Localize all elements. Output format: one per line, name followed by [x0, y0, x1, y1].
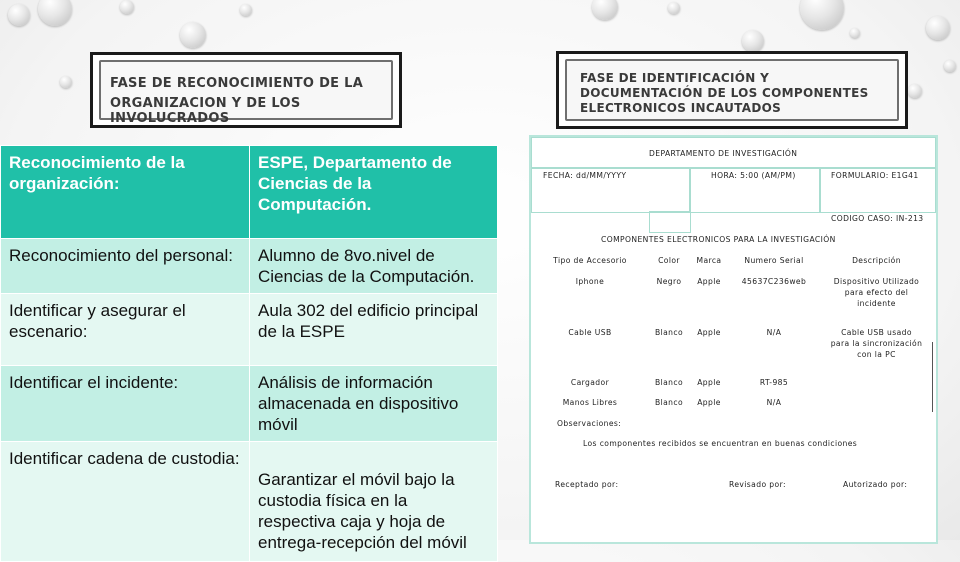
item-brand: Apple	[697, 328, 721, 337]
row-value: Garantizar el móvil bajo la custodia física en la respectiva caja y hoja de entrega-recepción del móvil	[250, 442, 498, 562]
decorative-bubble	[668, 2, 680, 14]
item-description: Cable USB usado	[841, 328, 912, 337]
item-brand: Apple	[697, 277, 721, 286]
department-title: DEPARTAMENTO DE INVESTIGACIÓN	[649, 149, 798, 158]
components-title: COMPONENTES ELECTRONICOS PARA LA INVESTIGACIÓN	[601, 235, 836, 244]
table-row	[1, 366, 498, 442]
right-title-line2: DOCUMENTACIÓN DE LOS COMPONENTES	[580, 86, 869, 100]
item-description: incidente	[857, 299, 896, 308]
col-header-description: Descripción	[852, 256, 901, 265]
col-header-brand: Marca	[696, 256, 722, 265]
reviewed-by-label: Revisado por:	[729, 480, 786, 489]
row-label: Reconocimiento de la organización:	[1, 146, 250, 239]
side-line	[932, 342, 933, 412]
table-row	[1, 239, 498, 294]
left-title-banner	[90, 52, 402, 128]
item-serial: N/A	[766, 328, 782, 337]
decorative-bubble	[800, 0, 844, 30]
evidence-form	[529, 135, 938, 544]
decorative-bubble	[120, 0, 134, 14]
col-header-serial: Numero Serial	[744, 256, 804, 265]
time-field: HORA: 5:00 (AM/PM)	[711, 171, 796, 180]
item-description: Dispositivo Utilizado	[833, 277, 920, 286]
col-header-color: Color	[658, 256, 680, 265]
case-code: CODIGO CASO: IN-213	[831, 214, 924, 223]
right-title-frame	[565, 59, 899, 121]
item-description: para efecto del	[844, 288, 909, 297]
form-number: FORMULARIO: E1G41	[831, 171, 919, 180]
item-brand: Apple	[697, 378, 721, 387]
left-title-line1: FASE DE RECONOCIMIENTO DE LA	[110, 76, 364, 91]
item-description: para la sincronización	[830, 339, 923, 348]
decorative-bubble	[8, 4, 30, 26]
item-color: Blanco	[654, 398, 683, 407]
left-title-line2: ORGANIZACION Y DE LOS INVOLUCRADOS	[110, 96, 301, 126]
item-type: Iphone	[575, 277, 605, 286]
decorative-bubble	[926, 16, 950, 40]
table-row	[1, 294, 498, 366]
item-description: con la PC	[857, 350, 896, 359]
item-serial: RT-985	[759, 378, 789, 387]
blank-cell	[649, 211, 691, 233]
observations-text: Los componentes recibidos se encuentran en buenas condiciones	[583, 439, 858, 448]
col-header-type: Tipo de Accesorio	[553, 256, 627, 265]
decorative-bubble	[850, 28, 860, 38]
row-value: Alumno de 8vo.nivel de Ciencias de la Computación.	[250, 239, 498, 294]
row-label: Identificar el incidente:	[1, 366, 250, 442]
decorative-bubble	[60, 76, 72, 88]
organization-table	[0, 145, 498, 562]
row-value: ESPE, Departamento de Ciencias de la Computación.	[250, 146, 498, 239]
authorized-by-label: Autorizado por:	[843, 480, 908, 489]
decorative-bubble	[592, 0, 618, 20]
row-label: Identificar cadena de custodia:	[1, 442, 250, 562]
decorative-bubble	[180, 22, 206, 48]
received-by-label: Receptado por:	[555, 480, 619, 489]
item-color: Blanco	[654, 378, 683, 387]
right-title-banner	[556, 51, 908, 129]
item-color: Negro	[656, 277, 682, 286]
row-value: Análisis de información almacenada en dispositivo móvil	[250, 366, 498, 442]
row-value: Aula 302 del edificio principal de la ESPE	[250, 294, 498, 366]
decorative-bubble	[944, 60, 956, 72]
table-row	[1, 146, 498, 239]
item-serial: 45637C236web	[741, 277, 807, 286]
item-type: Manos Libres	[562, 398, 618, 407]
left-title-frame	[99, 60, 393, 126]
row-label: Reconocimiento del personal:	[1, 239, 250, 294]
right-title-line1: FASE DE IDENTIFICACIÓN Y	[580, 71, 770, 85]
right-title-line3: ELECTRONICOS INCAUTADOS	[580, 101, 782, 115]
item-color: Blanco	[654, 328, 683, 337]
row-label: Identificar y asegurar el escenario:	[1, 294, 250, 366]
item-serial: N/A	[766, 398, 782, 407]
item-type: Cargador	[570, 378, 610, 387]
item-type: Cable USB	[568, 328, 612, 337]
date-field: FECHA: dd/MM/YYYY	[543, 171, 627, 180]
decorative-bubble	[38, 0, 72, 26]
table-row	[1, 442, 498, 562]
decorative-bubble	[742, 30, 764, 52]
decorative-bubble	[908, 84, 922, 98]
item-brand: Apple	[697, 398, 721, 407]
decorative-bubble	[240, 4, 252, 16]
observations-label: Observaciones:	[557, 419, 622, 428]
